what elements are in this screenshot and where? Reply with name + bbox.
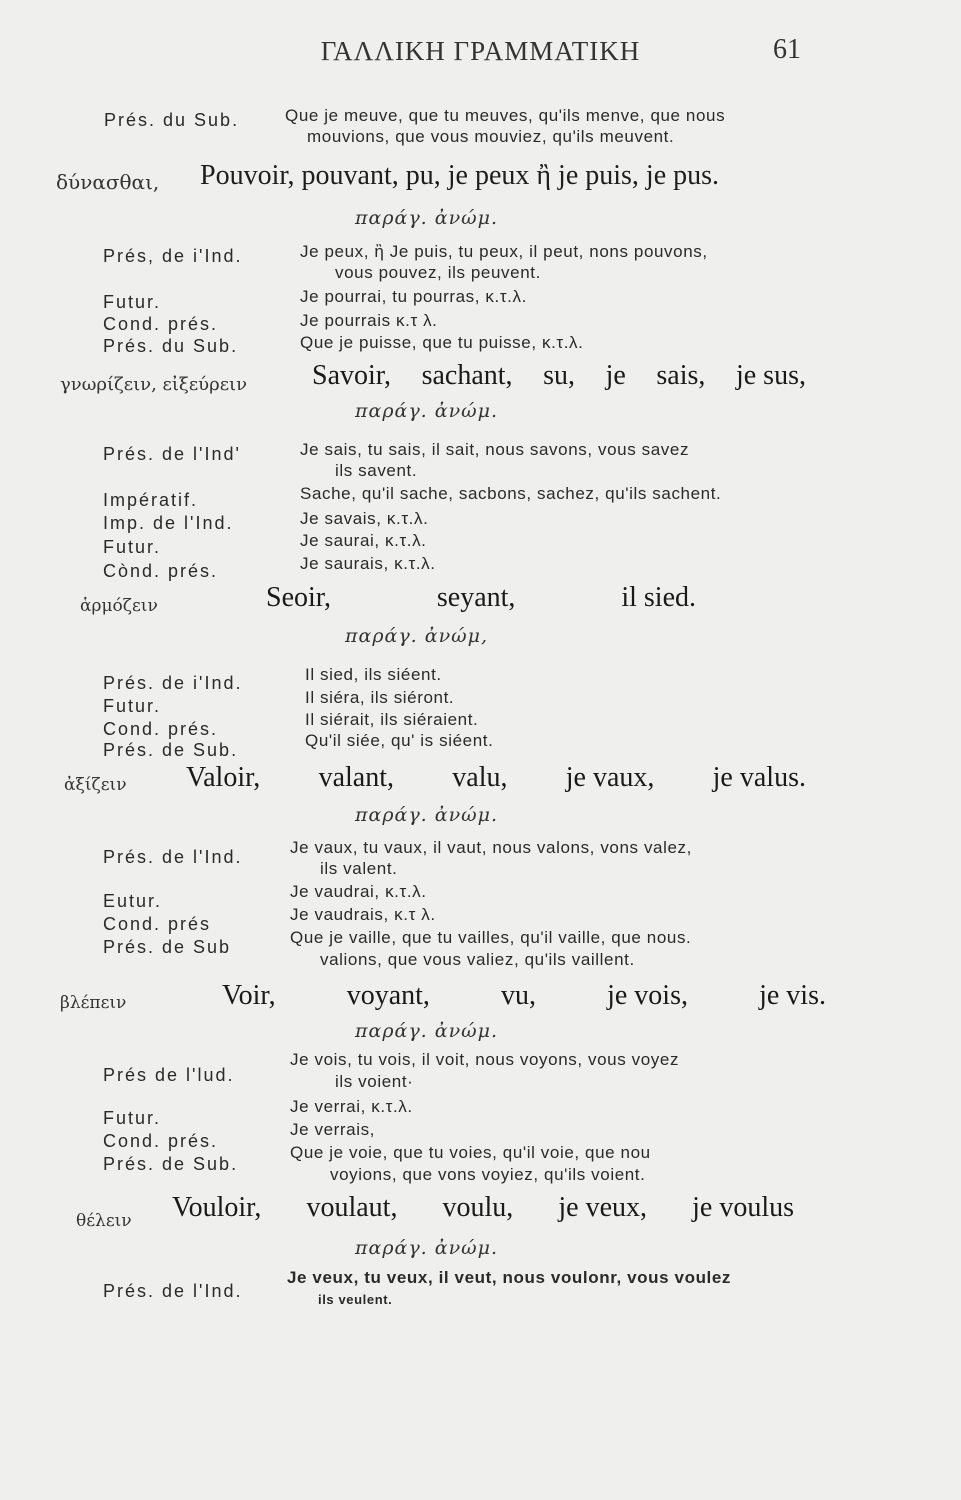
voir-row-label: Cond. prés. xyxy=(103,1131,219,1151)
pouvoir-row-text: Je pourrai, tu pourras, κ.τ.λ. xyxy=(300,287,527,306)
valoir-row-text: valions, que vous valiez, qu'ils vaillent. xyxy=(320,950,635,969)
seoir-greek: ἁρμόζειν xyxy=(80,596,158,616)
valoir-row-text: Je vaux, tu vaux, il vaut, nous valons, vons valez, xyxy=(290,838,692,857)
voir-row-text: voyions, que vons voyiez, qu'ils voient. xyxy=(330,1165,646,1184)
heading-word: voyant, xyxy=(346,980,430,1011)
savoir-row-text: Je sais, tu sais, il sait, nous savons, vous savez xyxy=(300,440,690,459)
running-header-title: ΓΑΛΛΙΚΗ ΓΡΑΜΜΑΤΙΚΗ xyxy=(320,36,641,66)
vouloir-heading xyxy=(172,1192,794,1224)
vouloir-parag: παράγ. ἀνώμ. xyxy=(355,1237,499,1259)
pouvoir-greek: δύνασθαι, xyxy=(56,170,160,194)
page-number: 61 xyxy=(773,34,801,65)
heading-word: je veux, xyxy=(558,1192,648,1223)
valoir-row-text: Que je vaille, que tu vailles, qu'il vaille, que nous. xyxy=(290,928,692,947)
valoir-row-label: Eutur. xyxy=(103,891,163,911)
seoir-row-text: Il sied, ils siéent. xyxy=(305,665,442,684)
voir-parag: παράγ. ἀνώμ. xyxy=(355,1020,499,1042)
valoir-row-label: Prés. de l'Ind. xyxy=(103,847,243,867)
top-label: Prés. du Sub. xyxy=(104,110,240,130)
savoir-row-label: Prés. de l'Ind' xyxy=(103,444,241,464)
savoir-greek: γνωρίζειν, εἰξεύρειν xyxy=(60,374,248,395)
pouvoir-row-label: Prés, de i'Ind. xyxy=(103,246,243,266)
voir-row-label: Prés de l'lud. xyxy=(103,1065,235,1085)
pouvoir-row-label: Cond. prés. xyxy=(103,314,219,334)
heading-word: je vois, xyxy=(607,980,688,1011)
pouvoir-parag: παράγ. ἀνώμ. xyxy=(355,207,499,229)
voir-row-text: Que je voie, que tu voies, qu'il voie, que nou xyxy=(290,1143,651,1162)
heading-word: Vouloir, xyxy=(172,1192,262,1223)
savoir-row-label: Impératif. xyxy=(103,490,199,510)
seoir-parag: παράγ. ἀνώμ, xyxy=(345,625,489,647)
top-line-1: Que je meuve, que tu meuves, qu'ils menve, que nous xyxy=(285,106,726,125)
valoir-row-text: ils valent. xyxy=(320,859,398,878)
pouvoir-row-text: Je pourrais κ.τ λ. xyxy=(300,311,438,330)
vouloir-row-text: Je veux, tu veux, il veut, nous voulonr, vous voulez xyxy=(287,1268,732,1287)
valoir-row-label: Prés. de Sub xyxy=(103,937,232,957)
heading-word: Voir, xyxy=(222,980,276,1011)
seoir-row-label: Futur. xyxy=(103,696,162,716)
seoir-heading xyxy=(266,582,696,614)
valoir-row-text: Je vaudrais, κ.τ λ. xyxy=(290,905,436,924)
savoir-row-text: ils savent. xyxy=(335,461,418,480)
valoir-row-text: Je vaudrai, κ.τ.λ. xyxy=(290,882,427,901)
savoir-row-label: Cònd. prés. xyxy=(103,561,219,581)
savoir-row-text: Sache, qu'il sache, sacbons, sachez, qu'ils sachent. xyxy=(300,484,722,503)
heading-word: vu, xyxy=(501,980,536,1011)
valoir-greek: ἀξίζειν xyxy=(64,775,127,795)
pouvoir-row-label: Prés. du Sub. xyxy=(103,336,239,356)
heading-word: je sus, xyxy=(735,360,806,391)
heading-word: Valoir, xyxy=(186,762,261,793)
savoir-row-text: Je savais, κ.τ.λ. xyxy=(300,509,429,528)
vouloir-row-label: Prés. de l'Ind. xyxy=(103,1281,243,1301)
heading-word: sachant, xyxy=(421,360,513,391)
seoir-row-text: Il siérait, ils siéraient. xyxy=(305,710,479,729)
pouvoir-row-label: Futur. xyxy=(103,292,162,312)
pouvoir-row-text: Que je puisse, que tu puisse, κ.τ.λ. xyxy=(300,333,584,352)
heading-word: valu, xyxy=(452,762,508,793)
pouvoir-heading: Pouvoir, pouvant, pu, je peux ἢ je puis, je pus. xyxy=(200,160,720,191)
voir-heading xyxy=(222,980,826,1012)
heading-word: Seoir, xyxy=(266,582,331,613)
voir-row-label: Prés. de Sub. xyxy=(103,1154,239,1174)
seoir-row-text: Il siéra, ils siéront. xyxy=(305,688,455,707)
savoir-row-label: Imp. de l'Ind. xyxy=(103,513,234,533)
heading-word: voulu, xyxy=(442,1192,514,1223)
top-line-2: mouvions, que vous mouviez, qu'ils meuvent. xyxy=(307,127,675,146)
heading-word: je vaux, xyxy=(565,762,655,793)
seoir-row-label: Prés. de i'Ind. xyxy=(103,673,243,693)
heading-word: je voulus xyxy=(692,1192,794,1223)
vouloir-row-text: ils veulent. xyxy=(318,1292,393,1307)
seoir-row-text: Qu'il siée, qu' is siéent. xyxy=(305,731,494,750)
pouvoir-row-text: vous pouvez, ils peuvent. xyxy=(335,263,541,282)
heading-word: voulaut, xyxy=(306,1192,398,1223)
valoir-heading xyxy=(186,762,806,794)
voir-row-text: Je vois, tu vois, il voit, nous voyons, vous voyez xyxy=(290,1050,680,1069)
pouvoir-row-text: Je peux, ἢ Je puis, tu peux, il peut, nons pouvons, xyxy=(300,242,708,261)
heading-word: seyant, xyxy=(436,582,516,613)
vouloir-greek: θέλειν xyxy=(76,1211,132,1231)
voir-row-text: ils voient· xyxy=(335,1072,414,1091)
heading-word: je valus. xyxy=(712,762,806,793)
voir-greek: βλέπειν xyxy=(60,993,127,1013)
savoir-row-text: Je saurais, κ.τ.λ. xyxy=(300,554,436,573)
heading-word: su, xyxy=(543,360,576,391)
seoir-row-label: Prés. de Sub. xyxy=(103,740,239,760)
voir-row-text: Je verrai, κ.τ.λ. xyxy=(290,1097,413,1116)
heading-word: valant, xyxy=(318,762,394,793)
valoir-row-label: Cond. prés xyxy=(103,914,212,934)
seoir-row-label: Cond. prés. xyxy=(103,719,219,739)
heading-word: il sied. xyxy=(621,582,696,613)
valoir-parag: παράγ. ἀνώμ. xyxy=(355,804,499,826)
heading-word: sais, xyxy=(656,360,706,391)
voir-row-label: Futur. xyxy=(103,1108,162,1128)
heading-word: Savoir, xyxy=(312,360,391,391)
savoir-row-text: Je saurai, κ.τ.λ. xyxy=(300,531,427,550)
heading-word: je vis. xyxy=(759,980,826,1011)
savoir-heading xyxy=(312,360,806,392)
savoir-row-label: Futur. xyxy=(103,537,162,557)
voir-row-text: Je verrais, xyxy=(290,1120,376,1139)
heading-word: je xyxy=(605,360,626,391)
savoir-parag: παράγ. ἀνώμ. xyxy=(355,400,499,422)
